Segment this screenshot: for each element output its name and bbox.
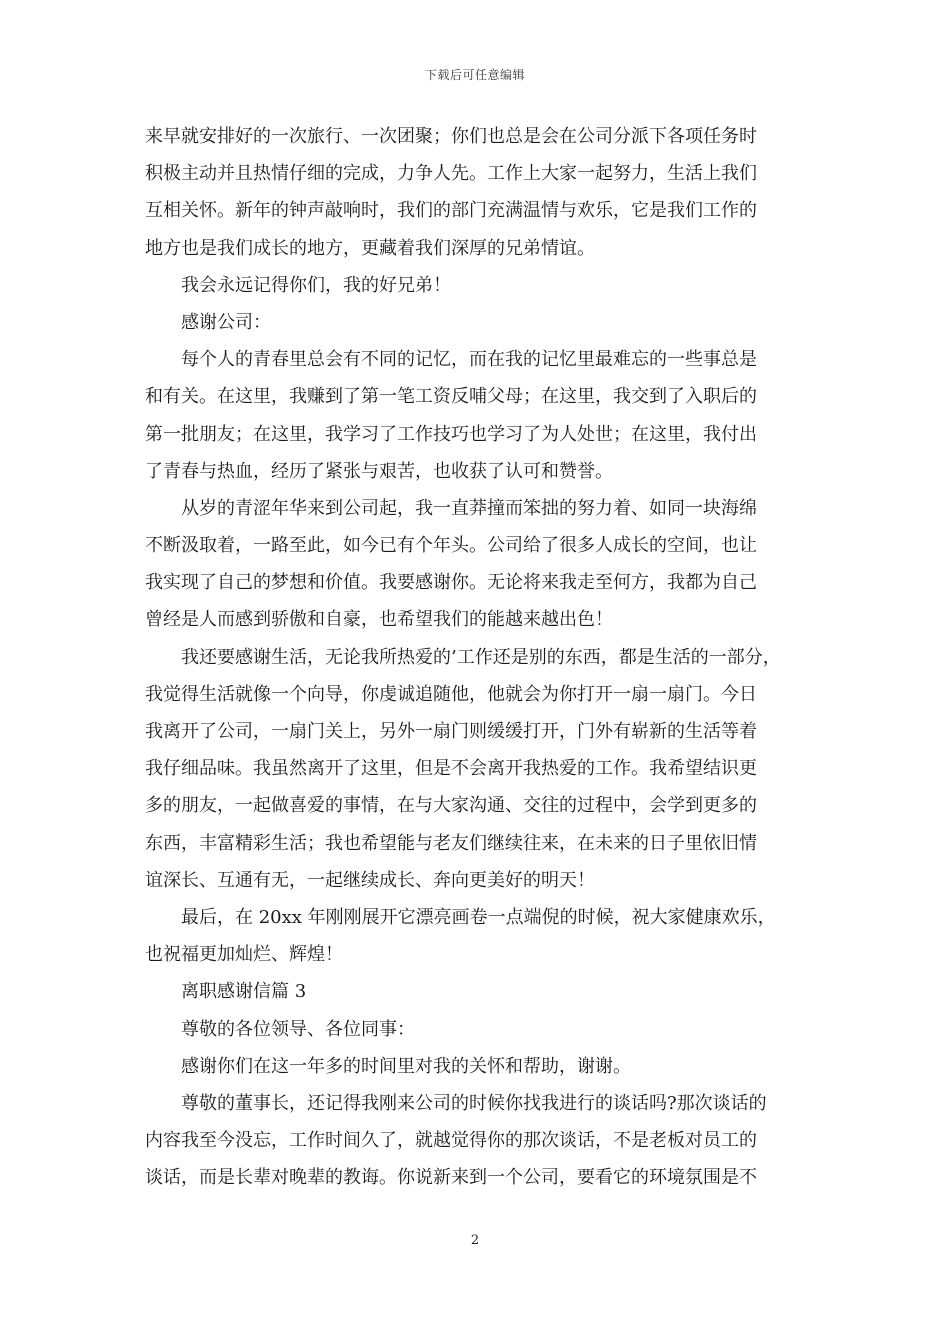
text-line: 我还要感谢生活，无论我所热爱的’工作还是别的东西，都是生活的一部分， (181, 646, 781, 668)
text-line: 最后，在 20xx 年刚刚展开它漂亮画卷一点端倪的时候，祝大家健康欢乐， (181, 906, 776, 928)
page-number: 2 (470, 1233, 480, 1248)
text-line: 积极主动并且热情仔细的完成，力争人先。工作上大家一起努力，生活上我们 (145, 163, 757, 185)
text-line: 了青春与热血，经历了紧张与艰苦，也收获了认可和赞誉。 (145, 460, 613, 482)
text-line: 尊敬的董事长，还记得我刚来公司的时候你找我进行的谈话吗?那次谈话的 (181, 1092, 767, 1114)
text-line: 地方也是我们成长的地方，更藏着我们深厚的兄弟情谊。 (145, 237, 595, 259)
text-line: 也祝福更加灿烂、辉煌！ (145, 944, 343, 966)
text-line: 从岁的青涩年华来到公司起，我一直莽撞而笨拙的努力着、如同一块海绵 (181, 497, 757, 519)
text-line: 离职感谢信篇 3 (181, 981, 307, 1003)
text-line: 和有关。在这里，我赚到了第一笔工资反哺父母；在这里，我交到了入职后的 (145, 386, 757, 408)
text-line: 来早就安排好的一次旅行、一次团聚；你们也总是会在公司分派下各项任务时 (145, 126, 757, 147)
page-header: 下载后可任意编辑 (424, 68, 525, 82)
text-line: 每个人的青春里总会有不同的记忆，而在我的记忆里最难忘的一些事总是 (181, 349, 757, 371)
text-line: 我离开了公司，一扇门关上，另外一扇门则缓缓打开，门外有崭新的生活等着 (145, 721, 757, 742)
text-line: 互相关怀。新年的钟声敲响时，我们的部门充满温情与欢乐，它是我们工作的 (145, 200, 757, 222)
document-body (145, 118, 805, 1196)
text-line: 第一批朋友；在这里，我学习了工作技巧也学习了为人处世；在这里，我付出 (145, 423, 757, 445)
text-line: 感谢你们在这一年多的时间里对我的关怀和帮助，谢谢。 (181, 1055, 631, 1077)
text-line: 尊敬的各位领导、各位同事： (181, 1018, 415, 1040)
text-line: 我实现了自己的梦想和价值。我要感谢你。无论将来我走至何方，我都为自己 (145, 572, 757, 594)
text-line: 不断汲取着，一路至此，如今已有个年头。公司给了很多人成长的空间，也让 (145, 535, 757, 557)
text-line: 我会永远记得你们，我的好兄弟！ (181, 274, 451, 296)
text-line: 谊深长、互通有无，一起继续成长、奔向更美好的明天！ (145, 869, 595, 891)
text-line: 内容我至今没忘，工作时间久了，就越觉得你的那次谈话，不是老板对员工的 (145, 1130, 757, 1152)
text-line: 我仔细品味。我虽然离开了这里，但是不会离开我热爱的工作。我希望结识更 (145, 758, 757, 780)
text-line: 感谢公司： (181, 311, 271, 333)
text-line: 我觉得生活就像一个向导，你虔诚追随他，他就会为你打开一扇一扇门。今日 (145, 683, 757, 705)
text-line: 东西，丰富精彩生活；我也希望能与老友们继续往来，在未来的日子里依旧情 (145, 832, 757, 854)
text-line: 曾经是人而感到骄傲和自豪，也希望我们的能越来越出色！ (145, 609, 613, 631)
text-line: 多的朋友，一起做喜爱的事情，在与大家沟通、交往的过程中，会学到更多的 (145, 795, 757, 817)
text-line: 谈话，而是长辈对晚辈的教诲。你说新来到一个公司，要看它的环境氛围是不 (145, 1167, 757, 1189)
